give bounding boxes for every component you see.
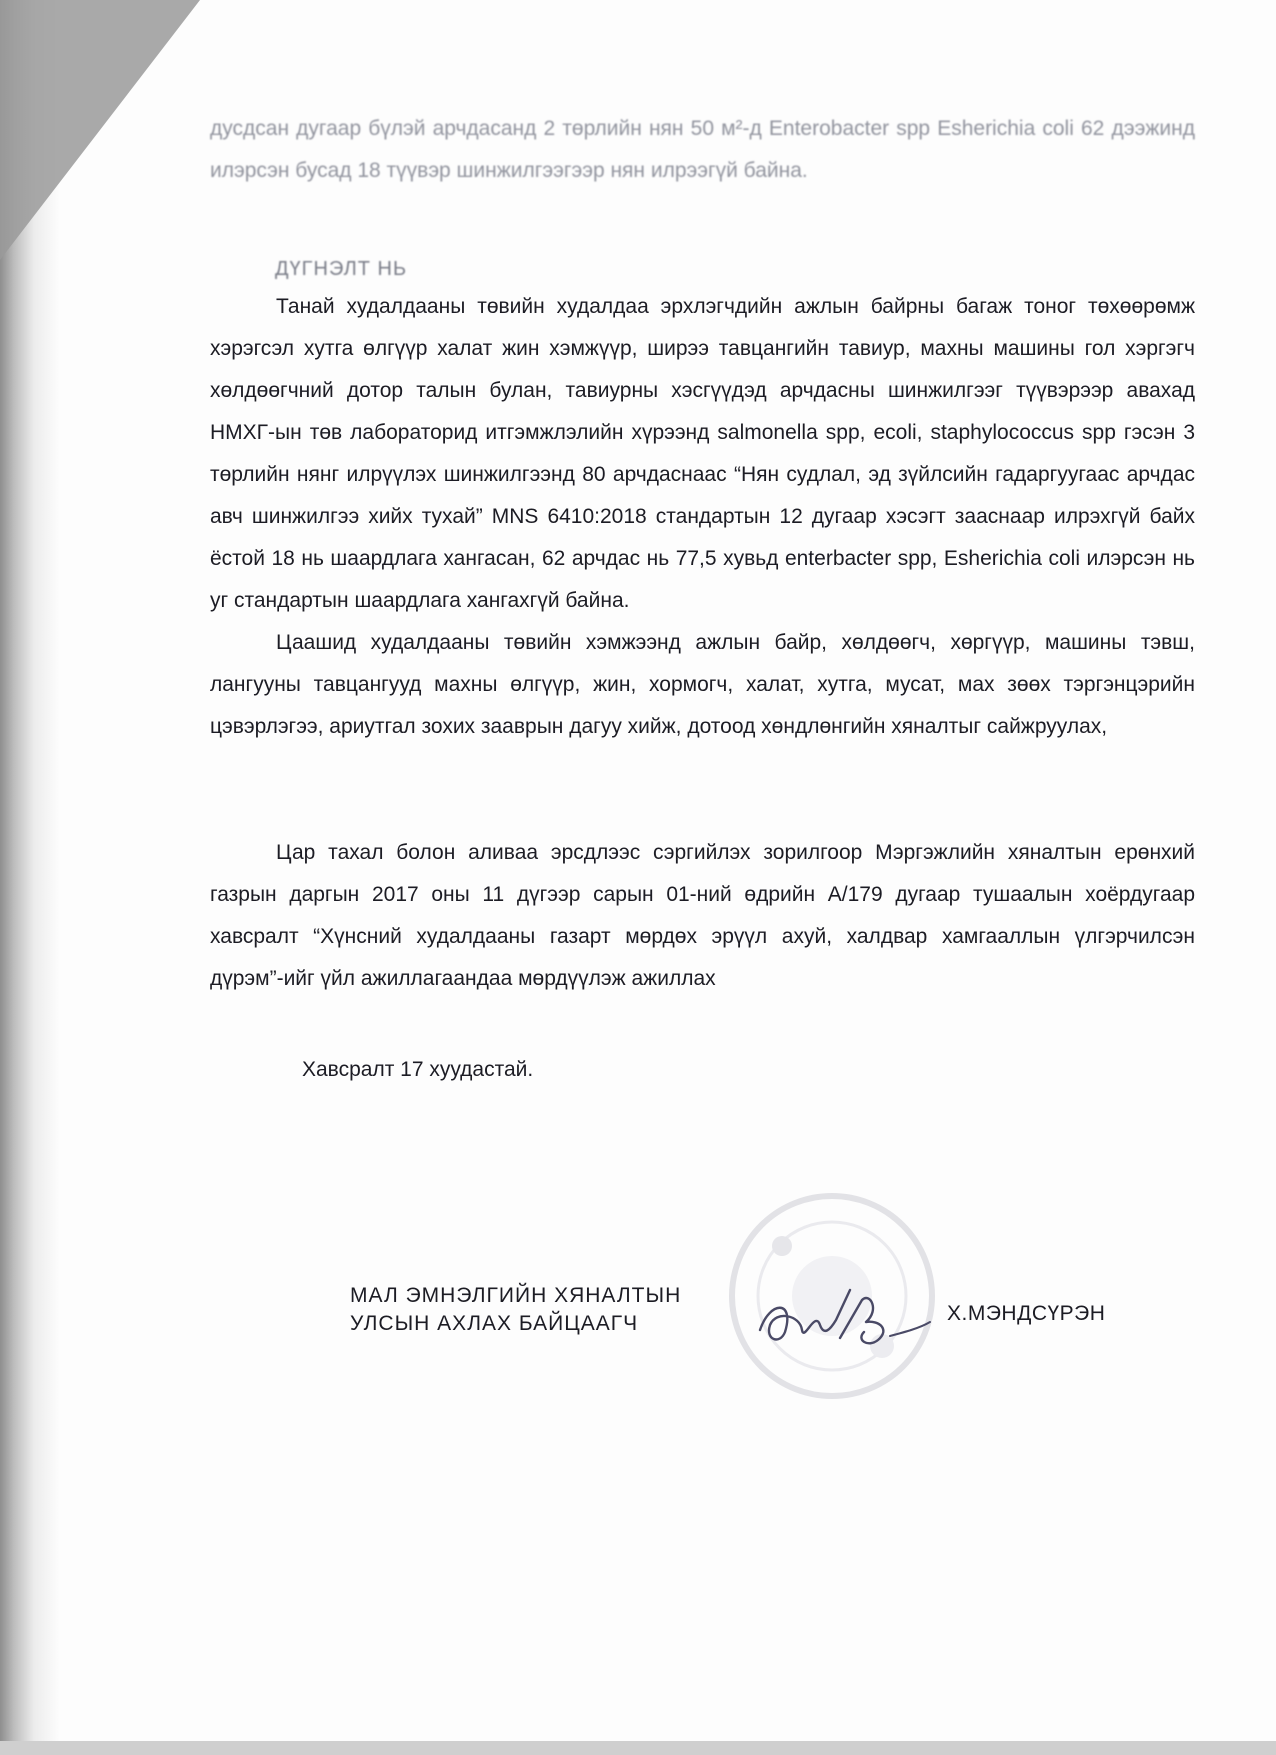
scan-shadow-edge (0, 0, 60, 1755)
scan-folded-corner (0, 0, 200, 260)
paragraph-top-faded: дусдсан дугаар бүлэй арчдасанд 2 төрлийн нян 50 м²-д Enterobacter spp Esherichia coli 62 дээжинд илэрсэн бусад 18 түүвэр шинжилгээгээр нян илрээгүй байна. (210, 117, 1195, 182)
scan-bottom-edge (0, 1741, 1276, 1755)
signatory-title-line2: УЛСЫН АХЛАХ БАЙЦААГЧ (350, 1312, 639, 1335)
section-heading: ДҮГНЭЛТ НЬ (275, 258, 408, 280)
signatory-title (350, 1282, 681, 1338)
handwritten-signature-icon (740, 1270, 940, 1360)
attachment-note: Хавсралт 17 хуудастай. (302, 1058, 534, 1081)
paragraph-conclusion-2: Цаашид худалдааны төвийн хэмжээнд ажлын байр, хөлдөөгч, хөргүүр, машины тэвш, лангууны тавцангууд махны өлгүүр, жин, хормогч, халат, хутга, мусат, мах зөөх тэргэнцэрийн цэвэрлэгээ, ариутгал зохих зааврын дагуу хийж, дотоод хөндлөнгийн хяналтыг сайжруулах, (210, 631, 1195, 738)
paragraph-conclusion-1: Танай худалдааны төвийн худалдаа эрхлэгчдийн ажлын байрны багаж тоног төхөөрөмж хэрэгсэл хутга өлгүүр халат жин хэмжүүр, ширээ тавцангийн тавиур, махны машины гол хэргэгч хөлдөөгчний дотор талын булан, тавиурны хэсгүүдэд арчдасны шинжилгээг түүвэрээр авахад НМХГ-ын төв лабораторид итгэмжлэлийн хүрээнд salmonella spp, ecoli, staphylococcus spp гэсэн 3 төрлийн нянг илрүүлэх шинжилгээнд 80 арчдаснаас “Нян судлал, эд зүйлсийн гадаргуугаас арчдас авч шинжилгээ хийх тухай” MNS 6410:2018 стандартын 12 дугаар хэсэгт зааснаар илрэхгүй байх ёстой 18 нь шаардлага хангасан, 62 арчдас нь 77,5 хувьд enterbacter spp, Esherichia coli илэрсэн нь уг стандартын шаардлага хангахгүй байна. (210, 295, 1195, 612)
signatory-title-line1: МАЛ ЭМНЭЛГИЙН ХЯНАЛТЫН (350, 1284, 682, 1307)
signatory-name: Х.МЭНДСҮРЭН (947, 1302, 1106, 1325)
paragraph-conclusion-3: Цар тахал болон аливаа эрсдлээс сэргийлэх зорилгоор Мэргэжлийн хяналтын ерөнхий газрын даргын 2017 оны 11 дүгээр сарын 01-ний өдрийн А/179 дугаар тушаалын хоёрдугаар хавсралт “Хүнсний худалдааны газарт мөрдөх эрүүл ахуй, халдвар хамгааллын үлгэрчилсэн дүрэм”-ийг үйл ажиллагаандаа мөрдүүлэж ажиллах (210, 841, 1195, 990)
